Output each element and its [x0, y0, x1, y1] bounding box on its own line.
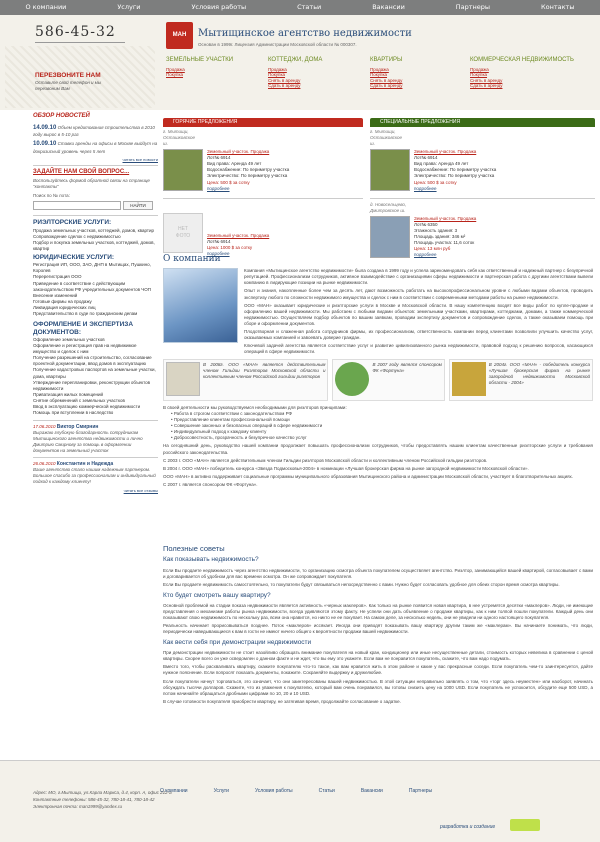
- menu-item[interactable]: Утверждение перепланировки, реконструкции объектов недвижимости: [33, 379, 151, 391]
- mission-item: • Предоставление клиентам профессиональной помощи: [171, 417, 290, 423]
- divider: [35, 42, 125, 43]
- category-link[interactable]: Сдать в аренду: [268, 83, 301, 89]
- footer-nav-item[interactable]: Статьи: [318, 788, 335, 794]
- about-paragraph: Опыт и знания, накопленные более чем за десять лет, дают возможность работать на высокопрофессиональном уровне с любыми видами объектов, проводить экспертизу любого по сложности недвижимого имущества и сделок с ним в соответствии с современными методами работы на рынке недвижимости.: [244, 288, 593, 300]
- search-form: [33, 201, 158, 210]
- office-building-image: [163, 268, 238, 343]
- offer-line: Вид права: Аренда 49 лет: [207, 161, 262, 167]
- category-link[interactable]: Продажа: [370, 66, 389, 72]
- category-link[interactable]: Продажа: [166, 66, 185, 72]
- review-author: Константин и Надежда: [56, 460, 114, 467]
- menu-item[interactable]: Получение разрешений на строительство, согласование проектной документации, ввод домов в эксплуатацию: [33, 355, 152, 367]
- about-paragraph: ООО «МАН» в активно поддерживает социальные программы муниципального образования Мытищинского района и администрации Московской области, участвует в благотворительных акциях.: [163, 473, 574, 479]
- award-logo: [335, 362, 369, 396]
- sidebar: [33, 113, 158, 493]
- footer-nav-item[interactable]: Вакансии: [360, 788, 383, 794]
- tip-paragraph: При демонстрации недвижимости не стоит назойливо обращать внимание покупателя на новый кран, кондиционер или иные несущественные детали, стоимость которых невелика в сравнении с ценой квартиры. Скорее всего он уже осведомлен о данном факте и не ждет, что вы ему это укажете. Если вам не понравится покупатель, скажите, что вам надо подумать.: [163, 650, 593, 662]
- divider: [370, 198, 595, 199]
- offer-card[interactable]: [370, 216, 595, 258]
- footer-nav-item[interactable]: О компании: [160, 788, 188, 794]
- menu-item[interactable]: Получение кадастровых паспортов на земельные участки, дома, квартиры: [33, 367, 156, 379]
- category-link[interactable]: Продажа: [470, 66, 489, 72]
- news-text: Объем кредитования строительства в 2010 году вырос в 5-10 раз: [33, 124, 155, 138]
- footer-nav: [160, 788, 432, 794]
- award-text: В 2007 году являлся спонсором ФК «Фортуна»: [372, 362, 442, 374]
- nav-item-services[interactable]: Услуги: [117, 3, 141, 12]
- tip-paragraph: Реальность начинает прорисовываться позднее. Поток «маклеров» иссякает. Иногда они приводят показывать вашу квартиру другим таким же «маклерам». Вы начинаете понимать, что люди, периодически наведывающиеся к вам в гости не имеют ничего общего к вероятности продажи вашей недвижимости.: [163, 623, 593, 635]
- about-paragraph: С 2007 г. является спонсором ФК «Фортуна».: [163, 481, 258, 487]
- menu-item[interactable]: Готовые фирмы на продажу: [33, 298, 92, 304]
- tip-question: Как вести себя при демонстрации недвижимости: [163, 639, 312, 647]
- category-link[interactable]: Сдать в аренду: [470, 83, 503, 89]
- site-title: Мытищинское агентство недвижимости: [198, 28, 412, 39]
- award-card: [449, 359, 593, 401]
- offer-place: д. Новосельцево, Дмитровское ш.: [370, 201, 407, 213]
- menu-item[interactable]: Помощь при вступлении в наследство: [33, 409, 114, 415]
- review-text: Выражаю глубокую благодарность сотрудникам Мытищинского агентства недвижимости и лично Дмитрию Смирнову за помощь в оформлении документов на земельный участок: [33, 430, 143, 453]
- developer-credit[interactable]: разработка и создание: [440, 824, 496, 830]
- tip-paragraph: В случае готовности покупателя приобрести квартиру, не затягивая время, продолжайте согласование о задатке.: [163, 698, 401, 704]
- about-section: [163, 254, 593, 488]
- category-cottages: [268, 57, 358, 89]
- mission-item: • Добросовестность, прозрачность и безупречное качество услуг: [171, 435, 307, 441]
- footer-address: Адрес: МО, г.Мытищи, ул.Карла Маркса, д.4, корп. А, офис 212-а: [33, 790, 172, 795]
- category-link[interactable]: Снять в аренду: [470, 77, 503, 83]
- docs-heading: ОФОРМЛЕНИЕ И ЭКСПЕРТИЗА ДОКУМЕНТОВ:: [33, 320, 134, 336]
- category-link[interactable]: Покупка: [268, 72, 286, 78]
- mission-text: Добросовестность, прозрачность и безупречное качество услуг: [173, 435, 307, 441]
- menu-item[interactable]: Снятие обременений с земельных участков: [33, 397, 125, 403]
- offer-title[interactable]: Земельный участок. Продажа: [414, 149, 477, 155]
- offer-more-link[interactable]: подробнее: [414, 185, 437, 191]
- nav-item-partners[interactable]: Партнеры: [455, 3, 491, 12]
- offer-price: Цена: 500 $ за сотку: [207, 179, 250, 185]
- offer-more-link[interactable]: подробнее: [207, 185, 230, 191]
- news-text: Ставки аренды на офисы в Москве выйдут на докризисный уровень через 5 лет: [33, 141, 158, 154]
- menu-item[interactable]: Представительство в суде по гражданским делам: [33, 310, 138, 316]
- offer-card[interactable]: [163, 213, 363, 257]
- review-date: 26.06.2010: [33, 460, 56, 466]
- divider: [33, 420, 158, 421]
- about-paragraph: На сегодняшний день, руководство нашей компании продолжает повышать профессионализм сотрудников, чтобы предоставлять нашим клиентам качественные риэлторские услуги и требования российского законодательства.: [163, 443, 593, 455]
- tips-section: [163, 544, 593, 705]
- menu-item[interactable]: Сопровождение сделок с недвижимостью: [33, 234, 121, 239]
- hot-offers-bar: ГОРЯЧИЕ ПРЕДЛОЖЕНИЯ: [163, 118, 363, 127]
- category-heading[interactable]: КВАРТИРЫ: [370, 57, 403, 63]
- offer-more-link[interactable]: подробнее: [414, 252, 437, 258]
- offer-photo[interactable]: [370, 149, 410, 191]
- nav-item-articles[interactable]: Статьи: [297, 3, 322, 12]
- offer-lot: Лот№ 6914: [207, 238, 231, 244]
- category-link[interactable]: Покупка: [166, 72, 184, 78]
- offer-line: Вид права: Аренда 49 лет: [414, 161, 469, 167]
- realtor-heading: РИЭЛТОРСКИЕ УСЛУГИ:: [33, 218, 112, 226]
- about-heading: О компании: [163, 254, 221, 264]
- category-link[interactable]: Покупка: [470, 72, 488, 78]
- award-card: [163, 359, 328, 401]
- offer-lot: Лот№ 6914: [207, 155, 231, 161]
- tip-question: Как показывать недвижимость?: [163, 556, 259, 564]
- offer-line: Водоснабжение: По периметру участка: [207, 167, 290, 173]
- mission-item: • Работа в строгом соответствии с законодательством РФ: [171, 411, 292, 417]
- mission-text: Работа в строгом соответствии с законодательством РФ: [173, 411, 292, 417]
- offer-price: Цена: 500 $ за сотку: [414, 179, 457, 185]
- offer-line: Площадь участка: 11,6 соток: [414, 240, 475, 245]
- about-paragraph: Ключевой задачей агентства является соответствие услуг и развитие цивилизованного рынка недвижимости, правовой подход к решению вопросов, касающихся операций в сфере недвижимости.: [244, 342, 593, 354]
- divider: [33, 457, 158, 458]
- question-text: Воспользуйтесь формой обратной связи на странице "контакты": [33, 178, 150, 190]
- footer-email[interactable]: Электронная почта: man1999@yandex.ru: [33, 803, 123, 809]
- about-paragraph: В 2004 г. ООО «МАН» победитель конкурса «Звезда Подмосковья-2004» в номинации «Лучшая брокерская фирма на рынке загородной недвижимости Московской области».: [163, 465, 529, 471]
- developer-logo[interactable]: [510, 819, 540, 831]
- mission-text: Совершение законных и безопасных операций в сфере недвижимости: [173, 423, 323, 429]
- callback-link[interactable]: ПЕРЕЗВОНИТЕ НАМ: [35, 72, 101, 79]
- menu-item[interactable]: Приведение в соответствие с действующим законодательством РФ учредительных документов ЧОП: [33, 280, 151, 292]
- callback-text: Оставьте свой телефон и мы перезвоним Вам: [35, 80, 102, 91]
- offer-details: [414, 149, 496, 191]
- divider: [33, 165, 158, 166]
- award-text: В 2004г. ООО «МАН» - победитель конкурса «Лучшая брокерская фирма на рынке загородной недвижимости Московской области - 2004»: [488, 362, 590, 386]
- menu-item[interactable]: Внесение изменений: [33, 292, 78, 298]
- site-subtitle: Основан в 1999г. Лицензия Администрации Московской области № 000307.: [198, 42, 357, 47]
- about-paragraph: С 2003 г. ООО «МАН» является действительным членом Гильдии риэлторов Московской области и коллективным членом Российской гильдии риэлторов.: [163, 457, 488, 463]
- news-item[interactable]: [33, 141, 158, 155]
- tip-paragraph: Если Вы продаете недвижимость через агентство недвижимости, то организацию осмотра объекта покупателем осуществляет агентство. Риэлтор, занимающийся вашей квартирой, согласовывает с вами и договаривается об удобном для вас времени осмотра. Он же сопровождает покупателя.: [163, 567, 593, 579]
- menu-item[interactable]: Оформление и регистрация прав на недвижимое имущество и сделок с ним: [33, 343, 137, 355]
- category-heading[interactable]: КОММЕРЧЕСКАЯ НЕДВИЖИМОСТЬ: [470, 57, 574, 63]
- category-heading[interactable]: КОТТЕДЖИ, ДОМА: [268, 57, 323, 63]
- offer-card[interactable]: [370, 149, 595, 191]
- offer-line: Электричество: По периметру участка: [414, 173, 495, 179]
- awards-row: [163, 359, 593, 401]
- offer-card[interactable]: [163, 149, 363, 191]
- category-link[interactable]: Продажа: [268, 66, 287, 72]
- category-link[interactable]: Снять в аренду: [370, 77, 403, 83]
- offer-line: Электричество: По периметру участка: [207, 173, 288, 179]
- nav-item-terms[interactable]: Условия работы: [191, 3, 247, 12]
- footer-phones: Контактные телефоны: 586-45-32, 780-18-41, 780-18-42: [33, 796, 155, 802]
- review-date: 17.06.2010: [33, 423, 56, 429]
- menu-item[interactable]: Регистрация ИП, ООО, ЗАО, ДНП в Мытищах, Пушкино, Королев: [33, 262, 151, 274]
- search-button[interactable]: НАЙТИ: [123, 201, 153, 210]
- review-item: [33, 424, 158, 454]
- divider: [163, 198, 363, 199]
- news-date: 10.09.10: [33, 141, 57, 148]
- question-link[interactable]: ЗАДАЙТЕ НАМ СВОЙ ВОПРОС...: [33, 168, 130, 175]
- offer-line: Водоснабжение: По периметру участка: [414, 167, 497, 173]
- offer-more-link[interactable]: подробнее: [207, 250, 230, 256]
- nav-item-contacts[interactable]: Контакты: [541, 3, 575, 12]
- footer-nav-item[interactable]: Партнеры: [408, 788, 433, 794]
- offer-lot: Лот№ 6350: [414, 221, 438, 227]
- offer-place: г. Мытищи, Осташковское ш.: [370, 129, 402, 147]
- news-heading: ОБЗОР НОВОСТЕЙ: [33, 113, 90, 119]
- offer-price: Цена: 1000 $ за сотку: [207, 244, 253, 250]
- offer-details: [207, 213, 269, 257]
- award-text: В 2008г. ООО «МАН» является действительным членом Гильдии Риэлторов Московской области и коллективным членом Российской гильдии риэлторов: [203, 362, 326, 380]
- menu-item[interactable]: Перерегистрация ООО: [33, 274, 82, 280]
- search-label: Поиск по № лота:: [33, 192, 70, 198]
- menu-item[interactable]: Ликвидация юридических лиц: [33, 304, 96, 310]
- offer-place: г. Мытищи, Осташковское ш.: [163, 129, 195, 147]
- about-text: [244, 268, 593, 355]
- news-item[interactable]: [33, 125, 158, 139]
- review-author: Виктор Смирнин: [56, 423, 99, 430]
- tip-paragraph: Основной проблемой на стадии показа недвижимости является активность «черных маклеров». Как только на рынке появится новая квартира, в нее устремятся десятки «маклеров». Люди, не имеющие представления о механизме работы рынка недвижимости, всегда удивляются этому факту. Не успели они дать объявление о продаже квартиры, как к ним толпой пошли покупатели. Каждый день они показывают свою недвижимость по нескольку раз, всем она нравится, но никто не ее покупает. На самом деле, за несколько недель, они не увидели ни одного настоящего покупателя.: [163, 602, 593, 620]
- mission-item: • Совершение законных и безопасных операций в сфере недвижимости: [171, 423, 323, 429]
- category-link[interactable]: Сдать в аренду: [370, 83, 403, 89]
- offer-photo[interactable]: [163, 149, 203, 191]
- divider: [0, 760, 600, 761]
- offer-title[interactable]: Земельный участок. Продажа: [414, 215, 477, 221]
- news-date: 14.09.10: [33, 124, 57, 131]
- reviews-more-link[interactable]: читать все отзывы: [123, 487, 158, 493]
- category-commercial: [470, 57, 575, 89]
- menu-item[interactable]: Приватизация жилых помещений: [33, 391, 104, 397]
- tips-heading: Полезные советы: [163, 544, 225, 553]
- category-flats: [370, 57, 460, 89]
- header-phone: 586-45-32: [35, 24, 116, 40]
- review-item: [33, 461, 158, 485]
- divider: [33, 215, 158, 216]
- nav-item-vacancies[interactable]: Вакансии: [372, 3, 405, 12]
- offer-title[interactable]: Земельный участок. Продажа: [207, 232, 270, 238]
- search-input[interactable]: [33, 201, 121, 210]
- offer-title[interactable]: Земельный участок. Продажа: [207, 149, 270, 155]
- nav-item-about[interactable]: О компании: [25, 3, 67, 12]
- about-paragraph: Плодотворная и слаженная работа сотрудников фирмы, их профессионализм, ответственность компании перед клиентами позволили улучшить качество услуг, оказываемых компанией и завоевать доверие граждан.: [244, 328, 593, 340]
- top-nav: [0, 0, 600, 15]
- tip-question: Кто будет смотреть вашу квартиру?: [163, 591, 271, 599]
- award-logo: [166, 362, 200, 396]
- mission-text: Индивидуальный подход к каждому клиенту: [173, 429, 267, 435]
- tip-paragraph: Вместо того, чтобы расхваливать квартиру, скажите покупателю что-то такое, как вам нравится жить в этом районе и какие у вас прекрасные соседи. Если покупатель чем-то заинтересуется, дайте нужное пояснение. Если попросят показать документы, покажите. Сохраняйте выдержку и дружелюбие.: [163, 664, 593, 676]
- menu-item[interactable]: Оформление земельных участков: [33, 337, 105, 343]
- offer-details: [414, 216, 476, 258]
- category-heading[interactable]: ЗЕМЕЛЬНЫЕ УЧАСТКИ: [166, 57, 234, 63]
- footer-nav-item[interactable]: Услуги: [213, 788, 229, 794]
- category-link[interactable]: Покупка: [370, 72, 388, 78]
- footer-nav-item[interactable]: Условия работы: [254, 788, 293, 794]
- offer-details: [207, 149, 289, 191]
- tip-paragraph: Если Вы продаете недвижимость самостоятельно, то покупатели будут связываться непосредственно с вами. Нужно будет согласовать удобное для обеих сторон время осмотра квартиры.: [163, 581, 560, 587]
- category-link[interactable]: Снять в аренду: [268, 77, 301, 83]
- special-offers: [370, 118, 595, 258]
- award-card: [332, 359, 444, 401]
- menu-item[interactable]: Подбор и покупка земельных участков, коттеджей, домов, квартир: [33, 240, 155, 252]
- offer-price: Цена: 13 млн руб: [414, 246, 451, 252]
- review-text: Ваше агентство стало нашим надежным партнером. Большое спасибо за профессионализм и индивидуальный подход к каждому клиенту!: [33, 467, 156, 484]
- logo[interactable]: МАН: [166, 22, 193, 49]
- tip-paragraph: Если покупатели начнут торговаться, это означает, что они заинтересованы вашей недвижимостью. В этой ситуации неправильно заявлять о том, что «торг здесь неуместен» или наоборот, начинать обсуждать тысячи долларов. Скажите, что из уважения к покупателю, который вам очень понравился, вы готовы снизить цену на 1000 USD. Если покупатель не успокоится, обсудите еще 500 USD, а потом начинайте обращаться дробными цифрами по 10, 20 и 10 USD.: [163, 678, 593, 696]
- mission-text: Предоставление клиентам профессиональной помощи: [173, 417, 290, 423]
- offer-photo[interactable]: [370, 216, 410, 258]
- about-intro: [163, 268, 593, 355]
- mission-item: • Индивидуальный подход к каждому клиенту: [171, 429, 267, 435]
- category-land: [166, 57, 266, 78]
- about-paragraph: Компания «Мытищинское агентство недвижимости» была создана в 1999 году и успела зарекомендовать себя как ответственный и надежный партнер с безупречной репутацией. Профессионализм сотрудников, активное взаимодействие с организациями сферы недвижимости и партнерская работа с другими агентствами вывели компанию в лидирующие позиции на рынке недвижимости.: [244, 268, 593, 286]
- no-photo-placeholder: НЕТ ФОТО: [163, 213, 203, 253]
- about-paragraph: ООО «МАН» оказывает юридические и риэлторские услуги в Москве и Московской области. В нашу компетенцию входят все виды работ по купле-продаже и оформлению вашей недвижимости. Мы работаем с любыми видами объектов: земельными участками, квартирами, коттеджами, домами, а также коммерческой недвижимостью. Осуществляем подбор объектов по вашим заявкам, проводим экспертизу документов и сопровождение сделок, а также оказываем помощь при сборе и оформлении документов.: [244, 302, 593, 326]
- mission-intro: В своей деятельности мы руководствуемся необходимыми для риэлторов принципами:: [163, 405, 347, 411]
- hot-offers: [163, 118, 363, 257]
- special-offers-bar: СПЕЦИАЛЬНЫЕ ПРЕДЛОЖЕНИЯ: [370, 118, 595, 127]
- legal-heading: ЮРИДИЧЕСКИЕ УСЛУГИ:: [33, 254, 115, 262]
- menu-item[interactable]: Продажа земельных участков, коттеджей, домов, квартир: [33, 227, 154, 233]
- offer-lot: Лот№ 6914: [414, 155, 438, 161]
- offer-line: Этажность здания: 3: [414, 227, 458, 233]
- news-more-link[interactable]: читать все новости: [122, 156, 158, 162]
- offer-line: Площадь здания: 346 м²: [414, 233, 466, 239]
- award-logo: [452, 362, 486, 396]
- menu-item[interactable]: Ввод в эксплуатацию коммерческой недвижимости: [33, 403, 141, 409]
